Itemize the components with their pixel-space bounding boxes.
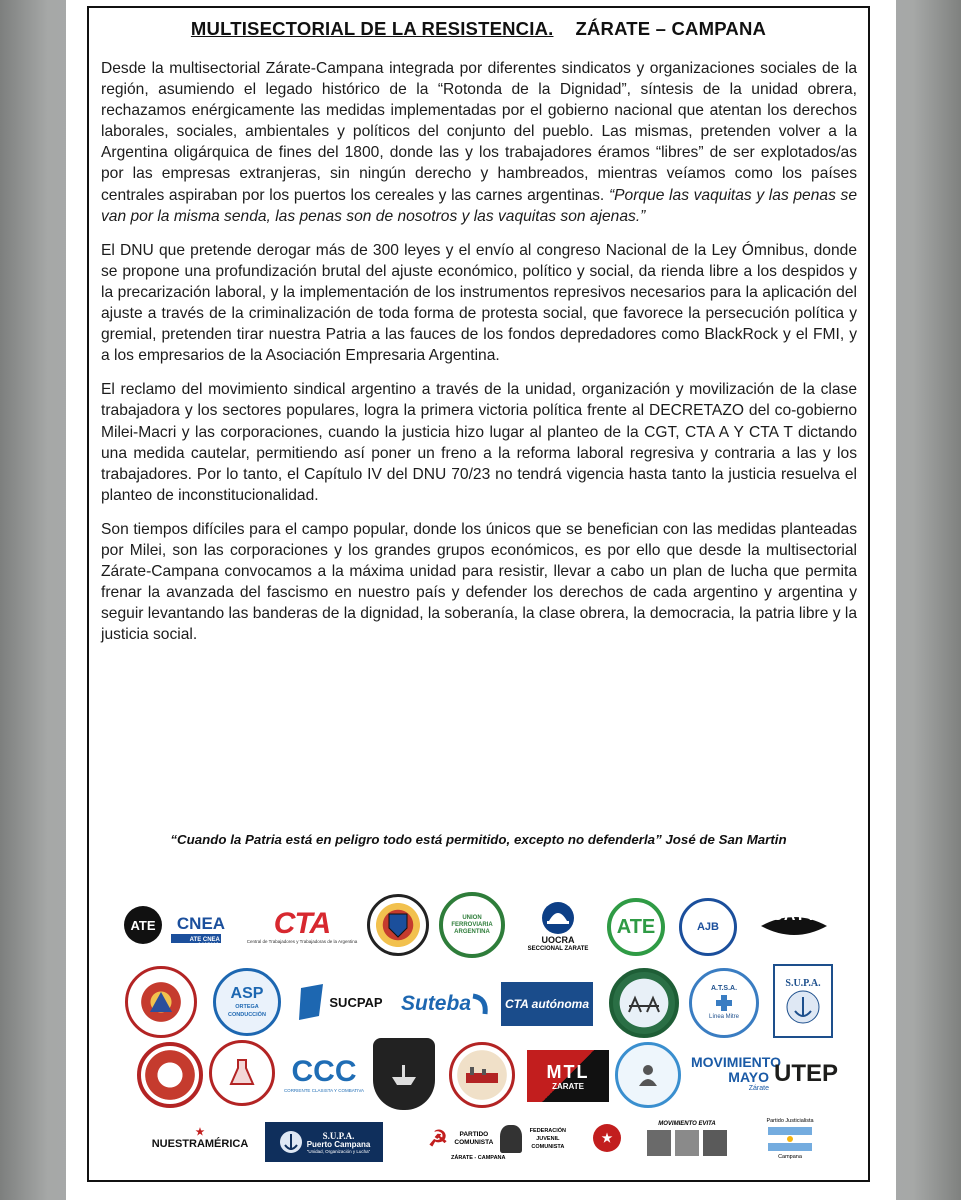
movimiento-evita-label: MOVIMIENTO EVITA <box>658 1121 716 1127</box>
supa-label: S.U.P.A. <box>785 977 821 989</box>
worker-icon <box>635 1062 661 1088</box>
supa-campana-label: S.U.P.A. <box>322 1130 355 1141</box>
title-location: ZÁRATE – CAMPANA <box>575 18 767 39</box>
supa-campana-logo <box>265 1122 383 1162</box>
movimiento-mayo-logo <box>689 1046 781 1102</box>
photo-icon-2 <box>675 1130 699 1156</box>
ccc-logo <box>281 1052 367 1100</box>
bridge-icon <box>627 992 661 1014</box>
ate-cnea-logo <box>121 900 239 950</box>
partido-justicialista-label: Partido Justicialista <box>766 1118 814 1124</box>
supa-logo <box>773 964 833 1038</box>
movimiento-mayo-sub: Zárate <box>748 1085 769 1092</box>
portrait-icon <box>500 1125 522 1153</box>
movimiento-evita-logo <box>629 1114 745 1162</box>
puerto-seal <box>449 1042 515 1108</box>
portuarios-shield <box>373 1038 435 1110</box>
blue-union-seal <box>615 1042 681 1108</box>
partido-justicialista-logo <box>749 1114 831 1164</box>
pj-location-label: Campana <box>778 1154 802 1160</box>
document-page <box>66 0 896 1200</box>
sucpap-logo <box>297 980 383 1024</box>
cta-label: CTA <box>273 906 331 940</box>
logo-grid <box>89 888 868 1178</box>
document-frame <box>87 6 870 1182</box>
nuestramerica-logo <box>145 1120 255 1158</box>
ccc-sub: CORRIENTE CLASISTA Y COMBATIVA <box>283 1088 365 1093</box>
hammer-sickle-icon: ☭ <box>428 1126 448 1151</box>
round-union-seal-1 <box>367 894 429 956</box>
ajb-label: AJB <box>696 921 719 933</box>
ate-logo <box>607 898 665 956</box>
svg-text:CNEA: CNEA <box>176 914 226 933</box>
fjc-label: FEDERACIÓN JUVENIL COMUNISTA <box>529 1128 567 1150</box>
closing-quote: “Cuando la Patria está en peligro todo está permitido, excepto no defenderla” José de San Martin <box>170 832 787 847</box>
cross-icon <box>712 993 736 1013</box>
paragraph-1 <box>101 58 857 227</box>
ccc-label: CCC <box>291 1055 357 1088</box>
mtl-sub: ZARATE <box>552 1081 584 1091</box>
sucpap-label: SUCPAP <box>329 994 383 1010</box>
cta-autonoma-logo <box>501 982 593 1026</box>
union-ferroviaria-logo <box>439 892 505 958</box>
red-union-seal <box>137 1042 203 1108</box>
cta-autonoma-label: CTA autónoma <box>505 997 589 1011</box>
supa-campana-sub: Puerto Campana <box>306 1139 371 1149</box>
fjc-badge <box>593 1124 621 1152</box>
ate-label: ATE <box>616 915 656 938</box>
partido-comunista-logo <box>395 1116 603 1162</box>
cta-sub: Central de Trabajadores y Trabajadoras de la Argentina <box>246 938 358 944</box>
paragraph-4: Son tiempos difíciles para el campo popular, donde los únicos que se benefician con las medidas planteadas por Milei, son las corporaciones y los grandes grupos económicos, es por ello que desde la multisectorial Zárate-Campana convocamos a la máxima unidad para resistir, llevar a cabo un plan de lucha que permita frenar la avanzada del fascismo en nuestro país y defender los derechos de cada argentino y argentina y seguir levantando las banderas de la dignidad, la soberanía, la clase obrera, la democracia, la patria libre y la justicia social. <box>101 520 857 644</box>
star-icon <box>159 1064 181 1086</box>
atsa-sub: Línea Mitre <box>708 1014 739 1020</box>
nuestramerica-star-icon: ★ <box>195 1127 205 1138</box>
ship-icon <box>389 1059 419 1089</box>
fjc-star-icon: ★ <box>601 1131 613 1145</box>
utep-label: UTEP <box>773 1060 838 1087</box>
photo-icon-3 <box>703 1130 727 1156</box>
mtl-label: MTL <box>546 1061 590 1082</box>
flag-icon <box>297 982 327 1022</box>
atsa-label: A.T.S.A. <box>710 985 738 992</box>
partido-comunista-label: PARTIDO COMUNISTA <box>454 1131 494 1146</box>
supa-campana-icon <box>278 1129 304 1155</box>
catt-label: CATT <box>771 907 817 924</box>
movimiento-mayo-label: MOVIMIENTO MAYO <box>691 1054 781 1085</box>
suteba-icon <box>471 992 489 1016</box>
mtl-logo <box>527 1050 609 1102</box>
asp-sub: ORTEGA CONDUCCIÓN <box>228 1004 266 1018</box>
union-ferroviaria-label: UNION FERROVIARIA ARGENTINA <box>451 914 493 935</box>
paragraph-3: El reclamo del movimiento sindical argentino a través de la unidad, organización y movilización de la clase trabajadora y los sectores populares, logra la primera victoria política frente al DECRETAZO del co-gobierno Milei-Macri y las corporaciones, cuando la justicia hizo lugar al planteo de la CGT, CTA A Y CTA T dictando una medida cautelar, permitiendo así poner un freno a la reforma laboral regresiva y contraria a las y los trabajadores. Por lo tanto, el Capítulo IV del DNU 70/23 no tendrá vigencia hasta tanto la justicia resuelva el planteo de inconstitucionalidad. <box>101 381 857 504</box>
atsa-logo <box>689 968 759 1038</box>
ferroviarios-seal <box>609 968 679 1038</box>
suteba-logo <box>393 984 497 1024</box>
triangle-icon <box>147 988 175 1016</box>
flask-icon <box>229 1058 255 1088</box>
uocra-label: UOCRA <box>541 935 575 945</box>
uocra-logo <box>517 896 599 958</box>
catt-logo <box>753 898 835 954</box>
utep-logo <box>771 1044 841 1104</box>
factory-icon <box>464 1065 500 1085</box>
anchor-icon <box>785 989 821 1025</box>
title-main: MULTISECTORIAL DE LA RESISTENCIA. <box>190 18 554 39</box>
paragraph-1-quote: “Porque las vaquitas y las penas se van por la misma senda, las penas son de nosotros y las vaquitas son ajenas.” <box>101 186 857 225</box>
asp-label: ASP <box>230 985 264 1002</box>
helmet-icon <box>541 901 575 935</box>
paragraph-2: El DNU que pretende derogar más de 300 leyes y el envío al congreso Nacional de la Ley Ómnibus, donde se propone una profundización brutal del ajuste económico, político y social, da rienda libre a los despidos y la precarización laboral, y la implementación de los instrumentos represivos necesarios para la aplicación del ajuste a través de la criminalización de toda forma de protesta social, que favorece la persecución política y gremial, pretenden tirar nuestra Patria a las fauces de los fondos depredadores como BlackRock y el FMI, y a los empresarios de la Asociación Empresaria Argentina. <box>101 241 857 365</box>
nuestramerica-label: NUESTRAMÉRICA <box>151 1138 249 1150</box>
asp-logo <box>213 968 281 1036</box>
argentina-map-icon <box>768 1125 812 1153</box>
svg-text:ATE: ATE <box>130 918 156 933</box>
ajb-logo <box>679 898 737 956</box>
paragraph-1-text: Desde la multisectorial Zárate-Campana integrada por diferentes sindicatos y organizaciones sociales de la región, asumiendo el legado histórico de la “Rotonda de la Dignidad”, síntesis de la unidad obrera, rechazamos enérgicamente las medidas implementadas por el gobierno nacional que atentan los derechos laborales, sociales, ambientales y políticos del conjunto del pueblo. Las mismas, pretenden volver a la Argentina oligárquica de fines del 1800, donde las y los trabajadores éramos “libres” de ser explotados/as por las empresas extranjeras, sin ningún derecho y hambreados, mientras veíamos como los países centrales aspiraban por los puertos los cereales y las carnes argentinas. <box>101 60 857 204</box>
pc-location-label: ZÁRATE - CAMPANA <box>451 1155 506 1161</box>
cta-logo <box>244 902 360 950</box>
document-body <box>101 58 857 658</box>
industria-quimica-seal <box>125 966 197 1038</box>
supa-campana-tagline: “Unidad, Organización y Lucha” <box>306 1148 371 1154</box>
shield-icon <box>383 910 413 940</box>
suteba-label: Suteba <box>400 992 471 1015</box>
page-title <box>89 18 868 40</box>
photo-icon-1 <box>647 1130 671 1156</box>
sanidad-seal <box>209 1040 275 1106</box>
ate-cnea-label: ATE CNEA en LUCHA <box>189 937 229 949</box>
uocra-sub: SECCIONAL ZARATE <box>527 946 589 952</box>
